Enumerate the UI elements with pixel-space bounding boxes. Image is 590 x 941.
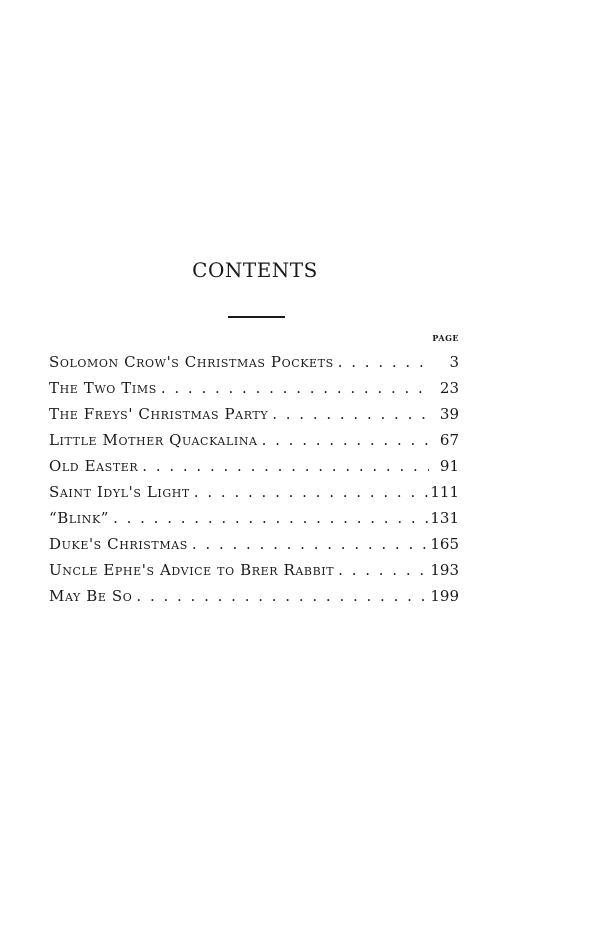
toc-leader-dots [138,453,429,479]
toc-entry-title: Old Easter [49,457,139,475]
contents-heading: CONTENTS [192,258,318,282]
toc-leader-dots [258,427,429,453]
toc-entry [49,557,459,583]
toc-entry-title: The Two Tims [49,379,157,397]
toc-leader-dots [268,401,429,427]
toc-entry-page: 23 [439,379,459,397]
toc-leader-dots [334,349,429,375]
toc-leader-dots [190,479,429,505]
toc-entry-page: 199 [430,587,459,605]
toc-leader-dots [132,583,429,609]
heading-rule [228,316,285,318]
toc-entry [49,505,459,531]
toc-leader-dots [334,557,429,583]
toc-entry [49,401,459,427]
toc-entry-page: 111 [430,483,459,501]
toc-entry [49,583,459,609]
toc-entry-title: Saint Idyl's Light [49,483,190,501]
toc-entry [49,349,459,375]
toc-entry-title: Little Mother Quackalina [49,431,258,449]
toc-entry [49,479,459,505]
toc-entry-page: 67 [439,431,459,449]
toc-entry-title: Uncle Ephe's Advice to Brer Rabbit [49,561,335,579]
toc-entry-title: The Freys' Christmas Party [49,405,269,423]
toc-entry-page: 3 [449,353,459,371]
toc-entry-page: 165 [430,535,459,553]
toc-entry-page: 131 [430,509,459,527]
toc-entry-title: Duke's Christmas [49,535,188,553]
toc-leader-dots [157,375,429,401]
toc-entry-page: 39 [439,405,459,423]
toc-entry [49,453,459,479]
toc-leader-dots [188,531,429,557]
toc-entry-page: 91 [439,457,459,475]
page-column-label: PAGE [432,333,459,343]
toc-entry [49,375,459,401]
toc-leader-dots [109,505,429,531]
toc-entry-title: “Blink” [49,509,110,527]
toc-entry [49,427,459,453]
toc-entry-page: 193 [430,561,459,579]
toc-entry [49,531,459,557]
toc-entry-title: May Be So [49,587,133,605]
table-of-contents [49,349,459,609]
toc-entry-title: Solomon Crow's Christmas Pockets [49,353,334,371]
